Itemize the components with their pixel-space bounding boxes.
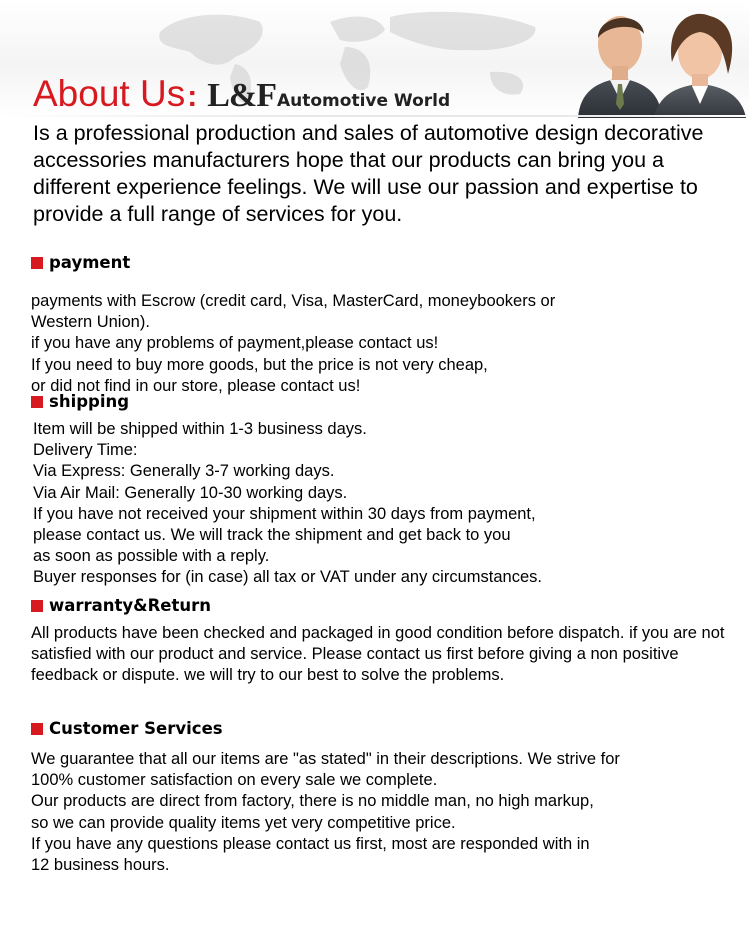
section-heading xyxy=(31,719,731,739)
text-line: as soon as possible with a reply. xyxy=(33,547,270,566)
text-line: Buyer responses for (in case) all tax or VAT under any circumstances. xyxy=(33,568,542,587)
text-line: 100% customer satisfaction on every sale we complete. xyxy=(31,771,438,790)
brand-name: Automotive World xyxy=(276,91,451,111)
text-line: We guarantee that all our items are "as stated" in their descriptions. We strive for xyxy=(31,750,620,768)
intro-paragraph: Is a professional production and sales of automotive design decorative accessories manufacturers hope that our products can bring you a different experience feelings. We will use our passion and expertise to provide a full range of services for you. xyxy=(33,121,704,226)
section-heading xyxy=(31,253,731,273)
text-line: payments with Escrow (credit card, Visa, MasterCard, moneybookers or xyxy=(31,292,556,310)
customer-services-text xyxy=(31,749,731,876)
text-line: Via Air Mail: Generally 10-30 working days. xyxy=(33,483,348,502)
text-line: if you have any problems of payment,please contact us! xyxy=(31,334,439,353)
text-line: Western Union). xyxy=(31,313,150,332)
text-line: If you have not received your shipment within 30 days from payment, xyxy=(33,504,536,523)
section-title: warranty&Return xyxy=(49,596,211,615)
payment-text xyxy=(31,291,731,397)
title-colon: : xyxy=(187,80,198,113)
red-square-bullet-icon xyxy=(31,396,43,408)
text-line: 12 business hours. xyxy=(31,856,170,875)
section-title: shipping xyxy=(49,392,130,411)
payment-section xyxy=(31,253,731,397)
customer-services-section xyxy=(31,719,731,876)
text-line: Via Express: Generally 3-7 working days. xyxy=(33,462,335,481)
page-header xyxy=(33,74,450,118)
red-square-bullet-icon xyxy=(31,723,43,735)
section-heading xyxy=(31,596,731,616)
text-line: or did not find in our store, please contact us! xyxy=(31,376,361,395)
shipping-text xyxy=(31,419,731,589)
text-line: If you need to buy more goods, but the price is not very cheap, xyxy=(31,355,488,374)
text-line: Item will be shipped within 1-3 business days. xyxy=(33,420,367,438)
text-line: Our products are direct from factory, there is no middle man, no high markup, xyxy=(31,792,594,811)
text-line: so we can provide quality items yet very competitive price. xyxy=(31,813,456,832)
section-heading xyxy=(31,392,731,412)
section-title: payment xyxy=(49,253,131,272)
page-title: About Us xyxy=(33,73,186,114)
warranty-text: All products have been checked and packaged in good condition before dispatch. if you are not satisfied with our product and service. Please contact us first before giving a non positive feedback or dispute. we will try to our best to solve the problems. xyxy=(31,624,725,685)
text-line: please contact us. We will track the shipment and get back to you xyxy=(33,526,511,545)
shipping-section xyxy=(31,392,731,589)
red-square-bullet-icon xyxy=(31,257,43,269)
text-line: Delivery Time: xyxy=(33,441,138,460)
text-line: If you have any questions please contact us first, most are responded with in xyxy=(31,834,590,853)
warranty-section xyxy=(31,596,731,687)
red-square-bullet-icon xyxy=(31,600,43,612)
section-title: Customer Services xyxy=(49,719,223,738)
business-people-photo xyxy=(568,0,749,118)
brand-logo-mark: L&F xyxy=(207,77,276,114)
